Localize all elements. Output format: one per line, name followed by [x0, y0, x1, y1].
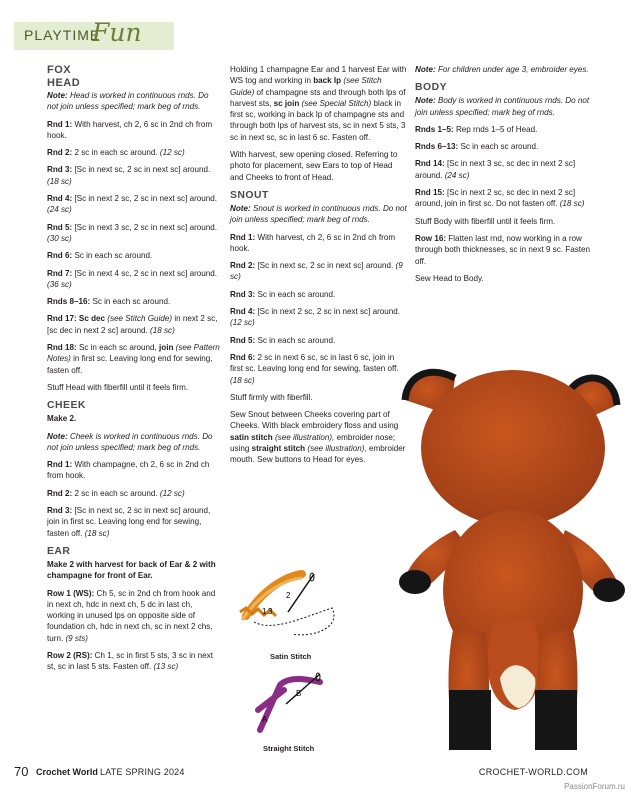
body-note: Note: Body is worked in continuous rnds. Do not join unless specified; mark beg of rnds.: [415, 96, 590, 117]
cheek-rnd-1: Rnd 1: With champagne, ch 2, 6 sc in 2nd ch from hook.: [47, 460, 210, 481]
cheek-rnd-2: Rnd 2: 2 sc in each sc around. (12 sc): [47, 488, 185, 498]
crochet-fox-photo: [395, 360, 631, 760]
straight-stitch-illustration: [240, 670, 350, 740]
body-rnd-15: Rnd 15: [Sc in next 2 sc, sc dec in next 2 sc] around, join in first sc. Do not fasten off. (18 sc): [415, 188, 585, 209]
straight-point-a: A: [262, 715, 268, 724]
satin-stitch-label: Satin Stitch: [270, 652, 312, 661]
head-rnd-17: Rnd 17: Sc dec (see Stitch Guide) in next 2 sc, [sc dec in next 2 sc] around. (18 sc): [47, 314, 218, 335]
head-stuff: Stuff Head with fiberfill until it feels firm.: [47, 382, 189, 392]
column-2: [230, 64, 408, 472]
satin-step-3: 3: [268, 607, 273, 616]
magazine-name: Crochet World: [36, 767, 98, 777]
fox-head: [421, 370, 605, 526]
head-rnd-5: Rnd 5: [Sc in next 3 sc, 2 sc in next sc] around. (30 sc): [47, 222, 218, 243]
pattern-title: FOX: [47, 64, 72, 76]
eyes-note: Note: For children under age 3, embroider eyes.: [415, 65, 589, 74]
ear-make: Make 2 with harvest for back of Ear & 2 with champagne for front of Ear.: [47, 559, 216, 581]
head-note: Note: Head is worked in continuous rnds. Do not join unless specified; mark beg of rnds.: [47, 91, 209, 112]
head-rnd-4: Rnd 4: [Sc in next 2 sc, 2 sc in next sc] around. (24 sc): [47, 194, 218, 215]
ear-heading: EAR: [47, 545, 71, 557]
snout-rnd-5: Rnd 5: Sc in each sc around.: [230, 335, 336, 345]
banner-script-word: Fun: [92, 18, 142, 47]
head-rnds-8-16: Rnds 8–16: Sc in each sc around.: [47, 297, 171, 307]
body-sew: Sew Head to Body.: [415, 273, 484, 283]
head-rnd-1: Rnd 1: With harvest, ch 2, 6 sc in 2nd ch from hook.: [47, 119, 213, 140]
snout-rnd-6: Rnd 6: 2 sc in next 6 sc, sc in last 6 sc, join in first sc. Leaving long end for sewing, fasten off. (18 sc): [230, 352, 399, 385]
head-rnd-6: Rnd 6: Sc in each sc around.: [47, 251, 153, 261]
right-paw: [593, 578, 625, 602]
ear-sew: With harvest, sew opening closed. Referring to photo for placement, sew Ears to top of Head and Cheeks to front of Head.: [230, 150, 398, 182]
cheek-note: Note: Cheek is worked in continuous rnds. Do not join unless specified; mark beg of rnds.: [47, 431, 213, 452]
column-1: [47, 64, 221, 679]
body-stuff: Stuff Body with fiberfill until it feels firm.: [415, 216, 556, 226]
website-link[interactable]: CROCHET-WORLD.COM: [478, 767, 588, 777]
snout-stuff: Stuff firmly with fiberfill.: [230, 392, 313, 402]
body-rnd-14: Rnd 14: [Sc in next 3 sc, sc dec in next 2 sc] around. (24 sc): [415, 159, 576, 180]
cheek-heading: CHEEK: [47, 400, 86, 412]
banner-label: PLAYTIME: [24, 27, 101, 43]
head-rnd-18: Rnd 18: Sc in each sc around, join (see Pattern Notes) in first sc. Leaving long end for sewing, fasten off.: [47, 343, 220, 375]
snout-heading: SNOUT: [230, 189, 269, 201]
cheek-make: Make 2.: [47, 414, 77, 424]
snout-rnd-4: Rnd 4: [Sc in next 2 sc, 2 sc in next sc] around. (12 sc): [230, 307, 401, 328]
head-heading: HEAD: [47, 77, 81, 89]
satin-step-1: 1: [262, 607, 267, 616]
page-footer: [14, 766, 614, 782]
snout-rnd-1: Rnd 1: With harvest, ch 2, 6 sc in 2nd ch from hook.: [230, 232, 396, 253]
ear-assembly: Holding 1 champagne Ear and 1 harvest Ear with WS tog and working in back lp (see Stitch Guide) of champagne sts and through both lps of harvest sts, sc join (see Special Stitch) black in first sc, working in back lp of champagne sts and through both lps of harvest sts, sc in next 5 sts, 3 sc in next sc, sc in last 6 sc. Fasten off.: [230, 65, 407, 142]
snout-rnd-2: Rnd 2: [Sc in next sc, 2 sc in next sc] around. (9 sc): [230, 261, 403, 282]
watermark: PassionForum.ru: [564, 782, 625, 791]
ear-row-2: Row 2 (RS): Ch 1, sc in first 5 sts, 3 sc in next st, sc in last 5 sts. Fasten off. (13 sc): [47, 650, 213, 672]
snout-rnd-3: Rnd 3: Sc in each sc around.: [230, 289, 336, 299]
left-paw: [399, 570, 431, 594]
page-number: 70: [14, 764, 29, 779]
right-foot: [535, 690, 577, 750]
body-heading: BODY: [415, 82, 448, 94]
column-3: [415, 64, 595, 290]
satin-stitch-illustration: [232, 568, 367, 648]
left-foot: [449, 690, 491, 750]
head-rnd-3: Rnd 3: [Sc in next sc, 2 sc in next sc] around. (18 sc): [47, 165, 211, 186]
straight-stitch-label: Straight Stitch: [263, 744, 315, 753]
snout-sew: Sew Snout between Cheeks covering part of Cheeks. With black embroidery floss and using satin stitch (see illustration), embroider nose; using straight stitch (see illustration), embroider mouth. Sew buttons to Head for eyes.: [230, 410, 406, 465]
body-rnds-6-13: Rnds 6–13: Sc in each sc around.: [415, 142, 539, 152]
body-row-16: Row 16: Flatten last rnd, now working in a row through both thicknesses, sc in next 9 sc. Fasten off.: [415, 233, 591, 266]
body-rnds-1-5: Rnds 1–5: Rep rnds 1–5 of Head.: [415, 124, 538, 134]
satin-step-2: 2: [286, 591, 291, 600]
snout-note: Note: Snout is worked in continuous rnds. Do not join unless specified; mark beg of rnds.: [230, 203, 407, 225]
head-rnd-7: Rnd 7: [Sc in next 4 sc, 2 sc in next sc] around. (36 sc): [47, 268, 218, 289]
straight-point-b: B: [296, 689, 302, 698]
issue-label: LATE SPRING 2024: [100, 767, 185, 777]
cheek-rnd-3: Rnd 3: [Sc in next sc, 2 sc in next sc] around, join in first sc. Leaving long end for sewing, fasten off. (18 sc): [47, 506, 211, 538]
ear-row-1: Row 1 (WS): Ch 5, sc in 2nd ch from hook and in next ch, hdc in next ch, 5 dc in last ch, working in unused lps on opposite side of foundation ch, hdc in next ch, sc in next 2 chs, turn. (9 sts): [47, 588, 216, 643]
head-rnd-2: Rnd 2: 2 sc in each sc around. (12 sc): [47, 148, 185, 158]
